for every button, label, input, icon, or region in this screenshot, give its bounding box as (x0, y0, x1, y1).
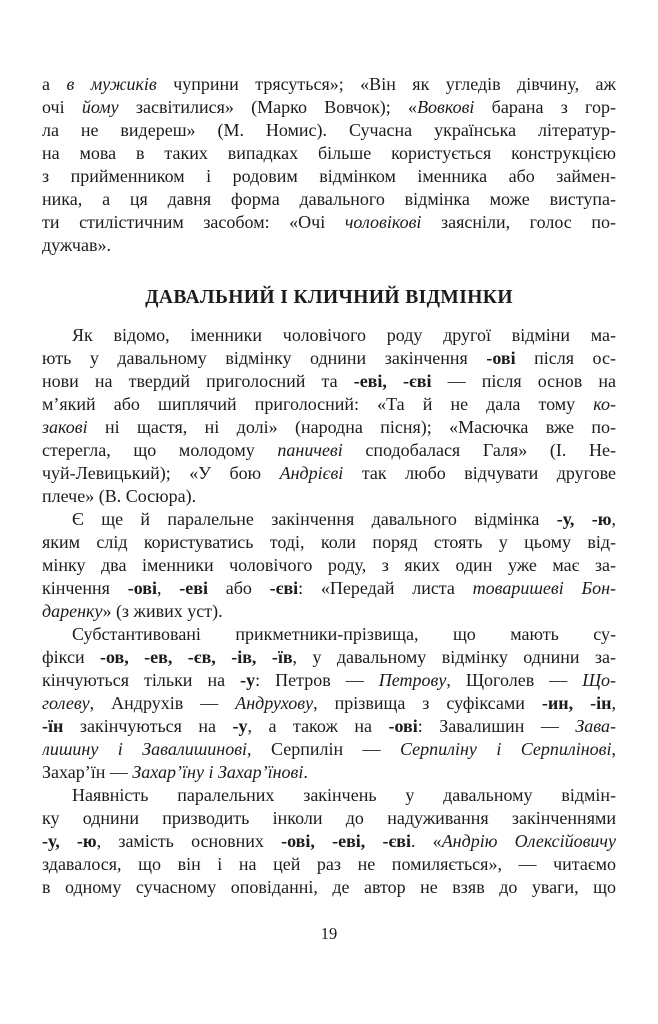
text-run: -у, -ю (42, 831, 97, 851)
text-run: після ос- (515, 348, 616, 368)
text-run: чоловікові (344, 212, 422, 232)
text-run: -у, -ю (556, 509, 612, 529)
text-line (42, 531, 616, 554)
text-run: яким слід користуватись тоді, коли поряд стоять у цьому від- (42, 532, 616, 552)
text-run: -ов, -ев, -єв, -ів, -їв (100, 647, 293, 667)
text-run: -у (232, 716, 248, 736)
text-run: -ові (388, 716, 418, 736)
text-run: на мова в таких випадках більше користується конструкцією (42, 143, 616, 163)
text-run: ні щастя, ні долі» (народна пісня); «Масючка вже по- (87, 417, 616, 437)
text-run: голеву (42, 693, 90, 713)
text-line (42, 324, 616, 347)
text-line (42, 370, 616, 393)
paragraph (42, 784, 616, 899)
text-run: — після основ на (431, 371, 616, 391)
page-content (42, 73, 616, 899)
text-run: -єві (269, 578, 299, 598)
text-run: паничеві (277, 440, 343, 460)
text-run: -ові (486, 348, 516, 368)
text-run: Андрію Олексійовичу (441, 831, 616, 851)
text-run: ку однини призводить інколи до надуживання закінченнями (42, 808, 616, 828)
text-run: сподобалася Галя» (І. Не- (342, 440, 616, 460)
paragraph (42, 508, 616, 623)
text-run: заясніли, голос по- (421, 212, 616, 232)
text-run: кінчуються тільки на (42, 670, 241, 690)
text-line (42, 715, 616, 738)
text-run: лишину і Завалишинові (42, 739, 248, 759)
text-run: м’який або шиплячий приголосний: «Та й не дала тому (42, 394, 594, 414)
text-run: закінчуються на (63, 716, 233, 736)
text-run: Андрієві (279, 463, 344, 483)
text-line (42, 784, 616, 807)
text-line (42, 485, 616, 508)
text-run: Субстантивовані прикметники-прізвища, що мають су- (72, 624, 616, 644)
text-run: Петрову (378, 670, 447, 690)
text-run: барана з гор- (474, 97, 616, 117)
text-run: з прийменником і родовим відмінком іменника або займен- (42, 166, 616, 186)
text-run: -їн (42, 716, 64, 736)
text-line (42, 96, 616, 119)
page-number: 19 (320, 924, 338, 943)
text-run: Вовкові (417, 97, 475, 117)
text-run: Андрухову (235, 693, 314, 713)
text-run: так любо відчувати другове (343, 463, 616, 483)
text-run: , (611, 739, 616, 759)
text-line (42, 669, 616, 692)
text-run: Зава- (575, 716, 616, 736)
paragraph (42, 623, 616, 784)
text-run: фікси (42, 647, 100, 667)
text-run: Є ще й паралельне закінчення давального відмінка (72, 509, 557, 529)
text-line (42, 577, 616, 600)
text-run: , а також на (247, 716, 389, 736)
section-heading: ДАВАЛЬНИЙ І КЛИЧНИЙ ВІДМІНКИ (145, 287, 513, 308)
text-run: Серпиліну і Серпилінові (400, 739, 612, 759)
text-run: стерегла, що молодому (42, 440, 278, 460)
text-run: товаришеві Бон- (472, 578, 616, 598)
text-line (42, 738, 616, 761)
text-run: , (611, 693, 616, 713)
text-run: закові (42, 417, 88, 437)
text-run: даренку (42, 601, 103, 621)
text-line (42, 119, 616, 142)
text-run: кінчення (42, 578, 128, 598)
text-run: -еві, -єві (353, 371, 432, 391)
text-run: а (42, 74, 67, 94)
text-run: ла не видереш» (М. Номис). Сучасна українська літератур- (42, 120, 616, 140)
text-run: Наявність паралельних закінчень у давальному відмін- (72, 785, 616, 805)
text-line (42, 462, 616, 485)
text-run: , Серпилін — (247, 739, 400, 759)
text-run: здавалося, що він і на цей раз не помиляється», — читаємо (42, 854, 616, 874)
text-line (42, 600, 616, 623)
text-line (42, 347, 616, 370)
text-run: , (157, 578, 180, 598)
text-line (42, 623, 616, 646)
text-run: в мужиків (66, 74, 157, 94)
text-run: : «Передай листа (298, 578, 473, 598)
text-run: , у давальному відмінку однини за- (292, 647, 616, 667)
text-run: йому (81, 97, 119, 117)
text-run: мінку два іменники чоловічого роду, з яких один уже має за- (42, 555, 616, 575)
text-run: чуй-Левицький); «У бою (42, 463, 280, 483)
text-run: ко- (593, 394, 616, 414)
text-run: дужчав». (42, 235, 111, 255)
text-line (42, 554, 616, 577)
text-line (42, 142, 616, 165)
text-run: Що- (582, 670, 616, 690)
text-line (42, 692, 616, 715)
text-run: -ин, -ін (541, 693, 612, 713)
text-run: очі (42, 97, 82, 117)
text-line (42, 807, 616, 830)
text-run: , (611, 509, 616, 529)
text-run: , замість основних (96, 831, 282, 851)
text-line (42, 876, 616, 899)
text-run: , Андрухів — (89, 693, 236, 713)
text-line (42, 165, 616, 188)
text-run: ти стилістичним засобом: «Очі (42, 212, 345, 232)
text-line (42, 211, 616, 234)
text-run: в одному сучасному оповіданні, де автор не взяв до уваги, що (42, 877, 616, 897)
text-run: -у (240, 670, 256, 690)
text-run: Як відомо, іменники чоловічого роду другої відміни ма- (72, 325, 616, 345)
text-run: . (303, 762, 308, 782)
text-run: засвітилися» (Марко Вовчок); « (118, 97, 418, 117)
text-run: чуприни трясуться»; «Він як угледів дівчину, аж (156, 74, 616, 94)
text-line (42, 416, 616, 439)
text-line (42, 508, 616, 531)
text-run: плече» (В. Сосюра). (42, 486, 197, 506)
text-run: -ові (127, 578, 158, 598)
text-run: -ові, -еві, -єві (281, 831, 411, 851)
text-run: нови на твердий приголосний та (42, 371, 354, 391)
text-line (42, 73, 616, 96)
text-line (42, 234, 616, 257)
text-run: Захар’їн — (42, 762, 133, 782)
text-line (42, 439, 616, 462)
text-run: : Завалишин — (417, 716, 576, 736)
text-run: , прізвища з суфіксами (313, 693, 542, 713)
text-line (42, 761, 616, 784)
text-run: ють у давальному відмінку однини закінчення (42, 348, 487, 368)
paragraph (42, 324, 616, 508)
text-run: , Щоголев — (446, 670, 583, 690)
text-run: » (з живих уст). (102, 601, 223, 621)
text-run: . « (410, 831, 442, 851)
text-run: Захар’їну і Захар’їнові (132, 762, 304, 782)
text-run: -еві (179, 578, 208, 598)
text-line (42, 188, 616, 211)
text-line (42, 393, 616, 416)
paragraph (42, 73, 616, 257)
text-line (42, 646, 616, 669)
text-line (42, 853, 616, 876)
text-line (42, 830, 616, 853)
text-run: : Петров — (255, 670, 379, 690)
text-run: або (208, 578, 270, 598)
text-run: ника, а ця давня форма давального відмінка може виступа- (42, 189, 616, 209)
